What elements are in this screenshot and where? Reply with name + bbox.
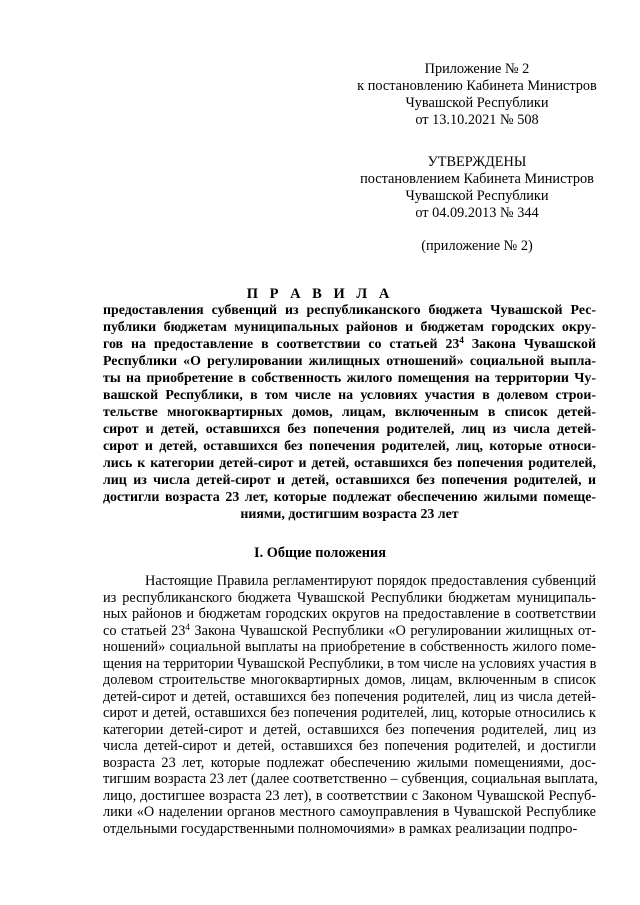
subtitle-line: лись к категории детей-сирот и детей, оставшихся без попечения родителей, — [103, 456, 596, 471]
body-line: из республиканского бюджета Чувашской Республики бюджетам муниципаль- — [103, 589, 596, 606]
body-line: тигшим возраста 23 лет (далее соответственно – субвенция, социальная выплата, — [103, 771, 598, 787]
subtitle-line: сирот и детей, оставшихся без попечения родителей, лиц из числа детей- — [103, 422, 596, 437]
body-line: лицо, достигшее возраста 23 лет), в соответствии с Законом Чувашской Респуб- — [103, 787, 596, 804]
body-line: числа детей-сирот и детей, оставшихся без попечения родителей, и достигли — [103, 738, 596, 754]
body-line: сирот и детей, оставшихся без попечения родителей, лиц, которые относились к — [103, 705, 596, 721]
body-line: ных районов и бюджетам городских округов на предоставление в соответствии — [103, 606, 596, 622]
body-line: категории детей-сирот и детей, оставшихся без попечения родителей, лиц из — [103, 721, 596, 738]
subtitle-line: гов на предоставление в соответствии со статьей $23^4$ Закона Чувашской — [103, 335, 597, 352]
body-line: со статьей $23^4$ Закона Чувашской Республики «О регулировании жилищных от- — [103, 621, 596, 639]
annex-line: Чувашской Республики — [405, 95, 549, 111]
body-line: отдельными государственными полномочиями» в рамках реализации подпро- — [103, 820, 578, 837]
body-line: щения на территории Чувашской Республики, в том числе на условиях участия в — [103, 655, 597, 672]
annex-header — [330, 61, 624, 129]
document-subtitle — [103, 302, 596, 523]
annex-line: к постановлению Кабинета Министров — [357, 78, 597, 94]
subtitle-line: сирот и детей, оставшихся без попечения родителей, лиц, которые относи- — [103, 439, 596, 454]
body-line: детей-сирот и детей, оставшихся без попечения родителей, лиц из числа детей- — [103, 688, 596, 705]
approval-line: УТВЕРЖДЕНЫ — [427, 154, 527, 170]
approval-stamp — [330, 154, 624, 222]
document-title: П Р А В И Л А — [246, 286, 394, 302]
body-line: ношений» социальной выплаты на приобретение в собственность жилого поме- — [103, 639, 596, 655]
section-heading: I. Общие положения — [254, 545, 386, 561]
body-line: долевом строительстве многоквартирных домов, лицам, включенным в список — [103, 672, 596, 688]
subtitle-line: предоставления субвенций из республиканского бюджета Чувашской Рес- — [103, 303, 596, 318]
subtitle-line: лиц из числа детей-сирот и детей, оставшихся без попечения родителей, и — [103, 473, 596, 488]
body-line: Настоящие Правила регламентируют порядок предоставления субвенций — [145, 573, 596, 589]
article-superscript: 4 — [459, 335, 464, 345]
subtitle-line: ты на приобретение в собственность жилого помещения на территории Чу- — [103, 371, 596, 386]
approval-line: Чувашской Республики — [405, 188, 549, 204]
subtitle-line: ниями, достигшим возраста 23 лет — [240, 507, 459, 522]
body-line: возраста 23 лет, которые подлежат обеспечению жилыми помещениями, дос- — [103, 754, 596, 771]
subtitle-line: вашской Республики, в том числе на условиях участия в долевом строи- — [103, 388, 596, 403]
subtitle-line: достигли возраста 23 лет, которые подлежат обеспечению жилыми помеще- — [103, 490, 596, 505]
subtitle-line: публики бюджетам муниципальных районов и бюджетам городских окру- — [103, 320, 596, 335]
annex-line: Приложение № 2 — [424, 61, 530, 77]
body-line: лики «О наделении органов местного самоуправления в Чувашской Республике — [103, 804, 596, 820]
approval-line: от 04.09.2013 № 344 — [415, 205, 539, 221]
subtitle-line: Республики «О регулировании жилищных отношений» социальной выпла- — [103, 354, 596, 369]
subtitle-line: тельстве многоквартирных домов, лицам, включенным в список детей- — [103, 405, 596, 420]
approval-line: постановлением Кабинета Министров — [360, 171, 594, 187]
body-paragraph — [103, 573, 596, 837]
annex-line: от 13.10.2021 № 508 — [415, 112, 539, 128]
original-annex-note: (приложение № 2) — [421, 238, 533, 254]
article-superscript: 4 — [185, 621, 190, 632]
